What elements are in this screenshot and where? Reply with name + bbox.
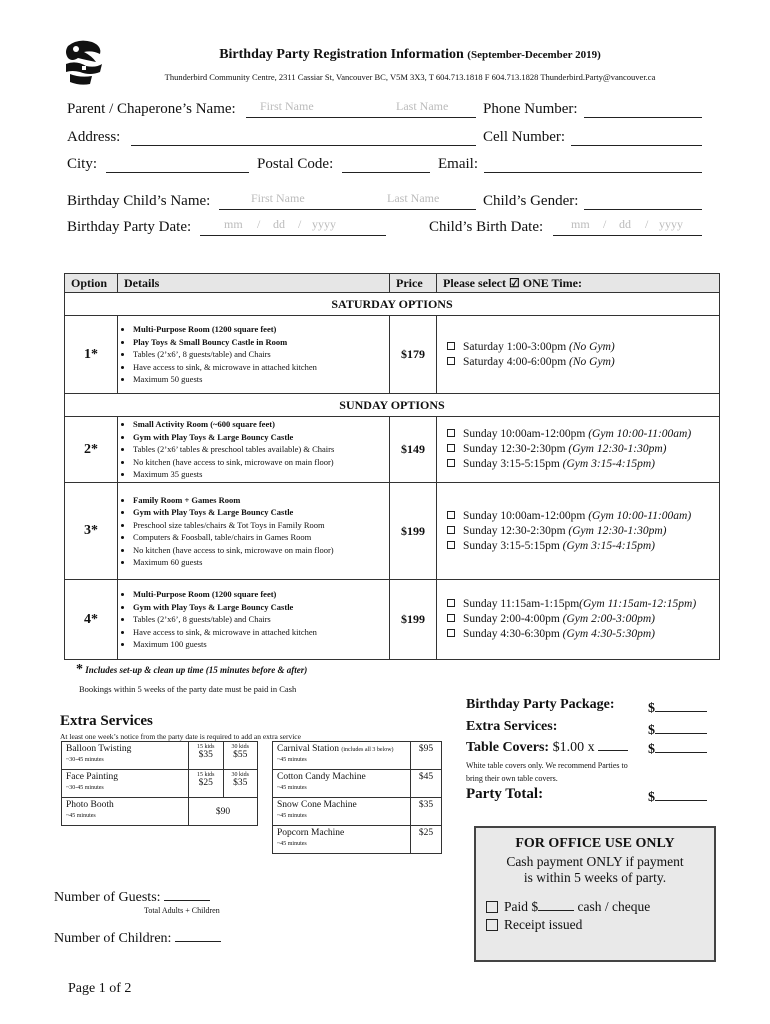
detail-item: • No kitchen (have access to sink, microwave on main floor) [133, 456, 388, 469]
detail-item: • Multi-Purpose Room (1200 square feet) [133, 588, 388, 601]
gender-label: Child’s Gender: [483, 193, 579, 209]
extra-services-right-table [272, 741, 442, 854]
last-name-placeholder: Last Name [387, 191, 440, 205]
checkbox[interactable] [447, 614, 455, 622]
option-row-3 [65, 483, 720, 580]
detail-item: • Gym with Play Toys & Large Bouncy Castle [133, 431, 388, 444]
children-field[interactable] [175, 929, 221, 942]
checkbox[interactable] [447, 459, 455, 467]
form-title: Birthday Party Registration Information (September-December 2019) [219, 47, 601, 62]
dd-placeholder: dd [619, 217, 631, 231]
time-choice[interactable]: Saturday 4:00-6:00pm (No Gym) [447, 355, 718, 370]
snow-price: $35 [411, 798, 442, 826]
covers-field[interactable]: $ [648, 738, 707, 758]
total-label: Party Total: [466, 786, 544, 802]
time-choice[interactable]: Sunday 3:15-5:15pm (Gym 3:15-4:15pm) [447, 457, 718, 472]
table-header-row [65, 274, 720, 293]
address-field[interactable] [131, 128, 476, 146]
popcorn-machine[interactable]: Popcorn Machine ~45 minutes [273, 826, 411, 854]
carnival-price: $95 [411, 742, 442, 770]
date-sep: / [645, 217, 649, 231]
gender-field[interactable] [584, 192, 702, 210]
checkbox[interactable] [447, 511, 455, 519]
checkbox[interactable] [486, 919, 498, 931]
detail-item: • Play Toys & Small Bouncy Castle in Room [133, 336, 388, 349]
checkbox[interactable] [447, 342, 455, 350]
covers-qty-field[interactable] [598, 738, 628, 751]
detail-item: • Small Activity Room (~600 square feet) [133, 418, 388, 431]
detail-item: • Family Room + Games Room [133, 494, 388, 507]
yyyy-placeholder: yyyy [659, 217, 683, 231]
balloon-15-price: 15 kids $35 [189, 742, 224, 770]
photo-booth-price: $90 [189, 798, 258, 826]
postal-label: Postal Code: [257, 156, 334, 172]
time-options [437, 417, 720, 483]
time-choice[interactable]: Sunday 12:30-2:30pm (Gym 12:30-1:30pm) [447, 524, 718, 539]
detail-item: • Gym with Play Toys & Large Bouncy Castle [133, 506, 388, 519]
saturday-header: SATURDAY OPTIONS [65, 293, 720, 316]
snow-cone[interactable]: Snow Cone Machine ~45 minutes [273, 798, 411, 826]
bookings-note: Bookings within 5 weeks of the party date must be paid in Cash [79, 684, 297, 694]
party-date-field[interactable] [200, 218, 386, 236]
yyyy-placeholder: yyyy [312, 217, 336, 231]
balloon-30-price: 30 kids $55 [223, 742, 258, 770]
option-price: $149 [390, 417, 437, 483]
time-choice[interactable]: Sunday 11:15am-1:15pm(Gym 11:15am-12:15pm) [447, 597, 718, 612]
option-row-1 [65, 316, 720, 394]
covers-label: Table Covers: $1.00 x [466, 738, 628, 756]
cotton-price: $45 [411, 770, 442, 798]
col-option: Option [65, 274, 118, 293]
children-label: Number of Children: [54, 929, 221, 947]
option-price: $199 [390, 483, 437, 580]
birth-date-label: Child’s Birth Date: [429, 219, 544, 235]
date-sep: / [603, 217, 607, 231]
checkbox[interactable] [447, 526, 455, 534]
detail-item: • Maximum 100 guests [133, 638, 388, 651]
child-name-label: Birthday Child’s Name: [67, 193, 211, 209]
cell-field[interactable] [571, 128, 702, 146]
checkbox[interactable] [447, 429, 455, 437]
detail-item: • Multi-Purpose Room (1200 square feet) [133, 323, 388, 336]
time-options [437, 316, 720, 394]
time-options [437, 580, 720, 660]
first-name-placeholder: First Name [251, 191, 305, 205]
parent-name-label: Parent / Chaperone’s Name: [67, 101, 236, 117]
face-painting[interactable]: Face Painting ~30-45 minutes [62, 770, 189, 798]
address-label: Address: [67, 129, 121, 145]
time-choice[interactable]: Sunday 10:00am-12:00pm (Gym 10:00-11:00am) [447, 509, 718, 524]
carnival-station[interactable]: Carnival Station (includes all 3 below) ~45 minutes [273, 742, 411, 770]
time-choice[interactable]: Saturday 1:00-3:00pm (No Gym) [447, 340, 718, 355]
detail-item: • No kitchen (have access to sink, microwave on main floor) [133, 544, 388, 557]
option-details [118, 316, 390, 394]
option-number: 1* [65, 316, 118, 394]
page-number: Page 1 of 2 [68, 981, 132, 996]
mm-placeholder: mm [224, 217, 243, 231]
detail-item: • Tables (2’x6’ tables & preschool tables available) & Chairs [133, 443, 388, 456]
city-label: City: [67, 156, 98, 172]
paid-row[interactable]: Paid $ cash / cheque [476, 898, 714, 915]
time-choice[interactable]: Sunday 3:15-5:15pm (Gym 3:15-4:15pm) [447, 539, 718, 554]
detail-item: • Gym with Play Toys & Large Bouncy Castle [133, 601, 388, 614]
sunday-header: SUNDAY OPTIONS [65, 394, 720, 417]
extra-services-left-table [61, 741, 258, 826]
detail-item: • Maximum 35 guests [133, 468, 388, 481]
guests-label: Number of Guests: [54, 888, 210, 906]
checkbox[interactable] [447, 599, 455, 607]
option-number: 2* [65, 417, 118, 483]
office-line1: Cash payment ONLY if payment [506, 854, 684, 869]
time-options [437, 483, 720, 580]
checkbox[interactable] [486, 901, 498, 913]
detail-item: • Preschool size tables/chairs & Tot Toys in Family Room [133, 519, 388, 532]
extras-label: Extra Services: [466, 719, 558, 734]
total-field[interactable]: $ [648, 786, 707, 806]
detail-item: • Maximum 50 guests [133, 373, 388, 386]
detail-item: • Tables (2’x6’, 8 guests/table) and Chairs [133, 613, 388, 626]
time-choice[interactable]: Sunday 12:30-2:30pm (Gym 12:30-1:30pm) [447, 442, 718, 457]
phone-label: Phone Number: [483, 101, 578, 117]
detail-item: • Tables (2’x6’, 8 guests/table) and Chairs [133, 348, 388, 361]
option-row-4 [65, 580, 720, 660]
option-number: 3* [65, 483, 118, 580]
face-15-price: 15 kids $25 [189, 770, 224, 798]
office-title: FOR OFFICE USE ONLY [515, 836, 675, 851]
col-details: Details [118, 274, 390, 293]
checkbox[interactable] [447, 541, 455, 549]
date-sep: / [257, 217, 261, 231]
options-table [64, 273, 720, 660]
city-field[interactable] [106, 155, 249, 173]
detail-item: • Computers & Foosball, table/chairs in Games Room [133, 531, 388, 544]
checkbox[interactable] [447, 629, 455, 637]
child-name-field[interactable] [219, 192, 476, 210]
receipt-row[interactable]: Receipt issued [476, 917, 714, 933]
date-sep: / [298, 217, 302, 231]
checkbox[interactable] [447, 444, 455, 452]
option-row-2 [65, 417, 720, 483]
first-name-placeholder: First Name [260, 99, 314, 113]
last-name-placeholder: Last Name [396, 99, 449, 113]
extra-services-title: Extra Services [60, 713, 153, 729]
email-label: Email: [438, 156, 478, 172]
extras-field[interactable]: $ [648, 719, 707, 739]
option-number: 4* [65, 580, 118, 660]
covers-note: White table covers only. We recommend Parties to bring their own table covers. [466, 761, 628, 783]
guests-field[interactable] [164, 888, 210, 901]
office-line2: is within 5 weeks of party. [523, 870, 667, 885]
time-choice[interactable]: Sunday 4:30-6:30pm (Gym 4:30-5:30pm) [447, 627, 718, 642]
option-price: $179 [390, 316, 437, 394]
photo-booth[interactable]: Photo Booth ~45 minutes [62, 798, 189, 826]
parent-name-field[interactable] [246, 100, 476, 118]
thunderbird-logo-icon [62, 38, 106, 86]
detail-item: • Have access to sink, & microwave in attached kitchen [133, 361, 388, 374]
postal-field[interactable] [342, 155, 430, 173]
cell-label: Cell Number: [483, 129, 566, 145]
col-select: Please select ☑ ONE Time: [437, 274, 720, 293]
guests-note: Total Adults + Children [144, 906, 220, 915]
popcorn-price: $25 [411, 826, 442, 854]
detail-item: • Maximum 60 guests [133, 556, 388, 569]
option-details [118, 483, 390, 580]
centre-address: Thunderbird Community Centre, 2311 Cassiar St, Vancouver BC, V5M 3X3, T 604.713.1818 F 604.713.1828 Thunderbird.Party@vancouver.ca [164, 72, 656, 82]
detail-item: • Have access to sink, & microwave in attached kitchen [133, 626, 388, 639]
office-use-box [474, 826, 716, 962]
setup-note: * Includes set-up & clean up time (15 minutes before & after) [76, 662, 308, 677]
dd-placeholder: dd [273, 217, 285, 231]
checked-box-icon: ☑ [508, 275, 520, 290]
time-choice[interactable]: Sunday 10:00am-12:00pm (Gym 10:00-11:00am) [447, 427, 718, 442]
email-field[interactable] [484, 155, 702, 173]
checkbox[interactable] [447, 357, 455, 365]
package-label: Birthday Party Package: [466, 697, 615, 712]
option-price: $199 [390, 580, 437, 660]
phone-field[interactable] [584, 100, 702, 118]
party-date-label: Birthday Party Date: [67, 219, 192, 235]
package-field[interactable]: $ [648, 697, 707, 717]
birth-date-field[interactable] [553, 218, 702, 236]
face-30-price: 30 kids $35 [223, 770, 258, 798]
mm-placeholder: mm [571, 217, 590, 231]
col-price: Price [390, 274, 437, 293]
balloon-twisting[interactable]: Balloon Twisting ~30-45 minutes [62, 742, 189, 770]
option-details [118, 580, 390, 660]
time-choice[interactable]: Sunday 2:00-4:00pm (Gym 2:00-3:00pm) [447, 612, 718, 627]
option-details [118, 417, 390, 483]
extra-services-notice: At least one week’s notice from the party date is required to add an extra service [60, 732, 301, 741]
cotton-candy[interactable]: Cotton Candy Machine ~45 minutes [273, 770, 411, 798]
